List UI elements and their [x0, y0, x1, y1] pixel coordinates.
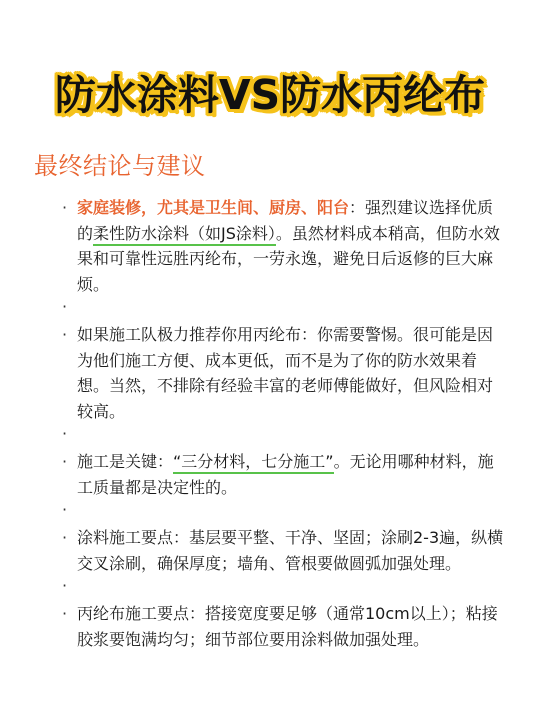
section-heading: 最终结论与建议 [34, 152, 206, 180]
underlined-text: 柔性防水涂料（如JS涂料） [93, 224, 276, 246]
bullet: · [62, 576, 68, 595]
list-item-recommendation [61, 195, 506, 297]
bullet: · [62, 452, 68, 471]
bullet: · [62, 325, 68, 344]
empty-bullet-item [61, 424, 506, 449]
item-text: ：强烈建议选择优质的 [77, 198, 494, 243]
list-item-coating-tips [61, 525, 506, 576]
bullet: · [62, 424, 68, 443]
bullet: · [62, 604, 68, 623]
empty-bullet-item [61, 576, 506, 601]
bullet: · [62, 500, 68, 519]
page-title: 防水涂料VS防水丙纶布 [54, 71, 486, 119]
list-item-construction-key [61, 449, 506, 500]
item-text: 涂料施工要点：基层要平整、干净、坚固；涂刷2-3遍，纵横交叉涂刷，确保厚度；墙角、管根要做圆弧加强处理。 [77, 528, 504, 573]
bullet: · [62, 198, 68, 217]
content-list [61, 195, 506, 652]
item-text: 。无论用哪种材料，施工质量都是决定性的。 [77, 452, 494, 497]
list-item-warning [61, 322, 506, 424]
bullet: · [62, 297, 68, 316]
item-text: 。虽然材料成本稍高，但防水效果和可靠性远胜丙纶布，一劳永逸，避免日后返修的巨大麻烦。 [77, 223, 500, 294]
underlined-text: “三分材料，七分施工” [173, 452, 334, 474]
empty-bullet-item [61, 500, 506, 525]
highlight-text: 家庭装修，尤其是卫生间、厨房、阳台 [77, 198, 350, 217]
empty-bullet-item [61, 297, 506, 322]
item-text: 施工是关键： [77, 452, 174, 471]
list-item-fabric-tips [61, 601, 506, 652]
item-text: 如果施工队极力推荐你用丙纶布：你需要警惕。很可能是因为他们施工方便、成本更低，而不是为了你的防水效果着想。当然，不排除有经验丰富的老师傅能做好，但风险相对较高。 [77, 325, 494, 421]
bullet: · [62, 528, 68, 547]
item-text: 丙纶布施工要点：搭接宽度要足够（通常10cm以上）；粘接胶浆要饱满均匀；细节部位要用涂料做加强处理。 [77, 604, 498, 649]
